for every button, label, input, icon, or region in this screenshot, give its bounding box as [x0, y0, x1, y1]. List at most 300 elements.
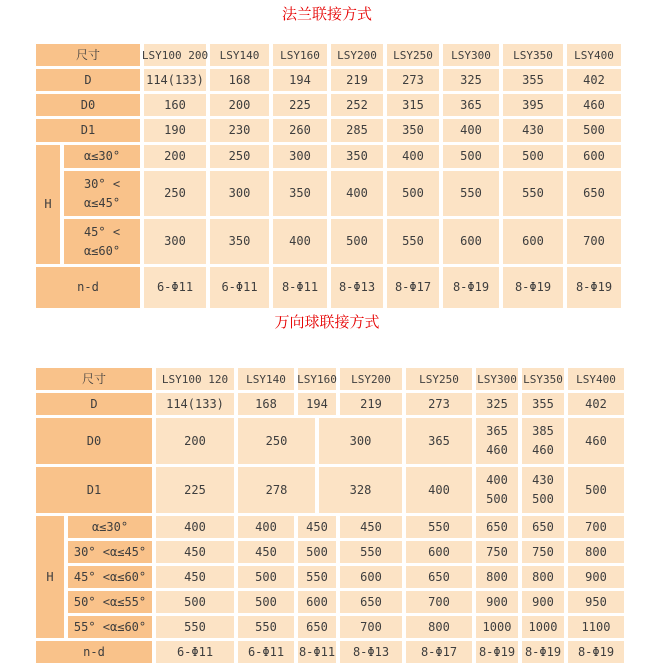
value-cell	[210, 145, 269, 168]
value-cell	[503, 119, 563, 142]
value-cell	[503, 94, 563, 116]
value-cell	[319, 467, 402, 513]
cell-text: 800	[486, 569, 508, 584]
value-cell	[298, 516, 336, 538]
cell-text: 600	[306, 594, 328, 609]
cell-text: 650	[360, 594, 382, 609]
value-cell	[331, 171, 383, 216]
cell-text: 1000	[528, 619, 558, 634]
value-cell	[238, 641, 294, 663]
value-cell	[406, 516, 472, 538]
column-header-cell	[476, 368, 518, 390]
value-cell	[331, 119, 383, 142]
value-cell	[387, 267, 439, 308]
value-cell	[522, 566, 564, 588]
cell-text: 800	[428, 619, 450, 634]
cell-text: 750	[532, 544, 554, 559]
label-cell	[68, 516, 152, 538]
table-row	[36, 467, 624, 513]
value-cell	[273, 69, 327, 91]
value-cell	[522, 467, 564, 513]
cell-text: 325	[460, 72, 482, 87]
cell-text: 160	[164, 97, 186, 112]
value-cell	[406, 641, 472, 663]
value-cell	[331, 69, 383, 91]
cell-text: 500	[255, 594, 277, 609]
cell-text: LSY140	[246, 372, 286, 386]
cell-text: 6-Φ11	[176, 644, 214, 659]
cell-text: 365	[460, 97, 482, 112]
cell-text: LSY250	[393, 48, 433, 62]
cell-text: 550	[360, 544, 382, 559]
value-cell	[210, 219, 269, 264]
cell-text: 8-Φ13	[338, 280, 376, 294]
column-header-cell	[340, 368, 402, 390]
value-cell	[144, 69, 206, 91]
value-cell	[156, 641, 234, 663]
cell-text: 385	[532, 424, 554, 438]
cell-text: LSY160	[297, 372, 337, 386]
cell-text: 950	[585, 594, 607, 609]
cell-text: 6-Φ11	[156, 280, 194, 294]
cell-text: 250	[228, 149, 251, 163]
table-row	[36, 418, 624, 464]
value-cell	[210, 171, 269, 216]
cell-text: 800	[585, 544, 607, 559]
cell-text: 8-Φ11	[281, 280, 319, 294]
value-cell	[476, 616, 518, 638]
cell-text: 550	[522, 186, 544, 200]
cell-text: 225	[289, 97, 311, 112]
value-cell	[238, 616, 294, 638]
column-header-cell	[406, 368, 472, 390]
cell-text: LSY100 120	[161, 372, 229, 386]
cell-text: 600	[522, 234, 544, 248]
cell-text: 328	[349, 482, 372, 497]
cell-text: 350	[228, 234, 251, 248]
value-cell	[406, 616, 472, 638]
value-cell	[387, 145, 439, 168]
h-row-group	[36, 516, 624, 638]
cell-text: 114(133)	[146, 72, 204, 87]
cell-text: 650	[532, 519, 554, 534]
cell-text: D0	[80, 97, 96, 112]
column-header-cell	[522, 368, 564, 390]
value-cell	[387, 119, 439, 142]
cell-text: 8-Φ11	[298, 644, 336, 659]
value-cell	[238, 467, 315, 513]
value-cell	[522, 641, 564, 663]
cell-text: 260	[289, 123, 311, 137]
cell-text: 325	[486, 396, 508, 411]
cell-text: 460	[486, 443, 508, 457]
value-cell	[476, 516, 518, 538]
cell-text: 400	[460, 123, 482, 137]
cell-text: 450	[306, 519, 328, 534]
table-row	[36, 267, 621, 308]
cell-text: 500	[522, 149, 544, 163]
value-cell	[144, 267, 206, 308]
value-cell	[340, 393, 402, 415]
value-cell	[298, 393, 336, 415]
h-row-group	[36, 145, 621, 264]
value-cell	[298, 616, 336, 638]
cell-text: 430	[532, 473, 554, 487]
cell-text: LSY140	[219, 48, 260, 62]
cell-text: 278	[265, 482, 288, 497]
cell-text: 400	[289, 234, 311, 248]
cell-text: 8-Φ13	[352, 644, 390, 659]
cell-text: 168	[255, 396, 277, 411]
column-header-cell	[387, 44, 439, 66]
value-cell	[567, 94, 621, 116]
column-header-cell	[273, 44, 327, 66]
cell-text: 550	[460, 186, 482, 200]
value-cell	[387, 94, 439, 116]
value-cell	[503, 171, 563, 216]
value-cell	[238, 566, 294, 588]
value-cell	[156, 467, 234, 513]
value-cell	[476, 467, 518, 513]
value-cell	[331, 145, 383, 168]
table-row	[36, 119, 621, 142]
cell-text: 700	[585, 519, 607, 534]
cell-text: 450	[255, 544, 277, 559]
value-cell	[298, 591, 336, 613]
cell-text: 550	[306, 569, 328, 584]
label-cell	[36, 267, 140, 308]
value-cell	[522, 393, 564, 415]
cell-text: LSY400	[576, 372, 616, 386]
value-cell	[443, 145, 499, 168]
universal-ball-connection-title: 万向球联接方式	[274, 313, 380, 331]
value-cell	[238, 541, 294, 563]
flange-connection-title: 法兰联接方式	[281, 5, 372, 23]
universal-ball-connection-table	[36, 368, 624, 663]
cell-text: 400	[184, 519, 206, 534]
label-cell	[36, 641, 152, 663]
cell-text: 6-Φ11	[221, 280, 258, 294]
cell-text: 460	[585, 433, 607, 448]
cell-text: H	[46, 569, 54, 584]
cell-text: 300	[289, 149, 311, 163]
value-cell	[210, 94, 269, 116]
cell-text: 194	[289, 72, 311, 87]
cell-text: 550	[428, 519, 450, 534]
value-cell	[406, 418, 472, 464]
value-cell	[567, 69, 621, 91]
value-cell	[156, 616, 234, 638]
cell-text: 550	[184, 619, 206, 634]
cell-text: 500	[486, 492, 508, 506]
cell-text: 600	[428, 544, 450, 559]
label-cell	[64, 219, 140, 264]
value-cell	[503, 145, 563, 168]
cell-text: n-d	[83, 644, 105, 659]
value-cell	[503, 267, 563, 308]
value-cell	[273, 119, 327, 142]
value-cell	[340, 616, 402, 638]
label-cell	[36, 145, 60, 264]
cell-text: 500	[306, 544, 328, 559]
value-cell	[156, 566, 234, 588]
cell-text: 350	[346, 149, 368, 163]
cell-text: 219	[360, 396, 382, 411]
cell-text: 1000	[482, 619, 512, 634]
label-cell	[68, 541, 152, 563]
cell-text: 114(133)	[166, 396, 224, 411]
value-cell	[522, 591, 564, 613]
value-cell	[568, 393, 624, 415]
value-cell	[476, 418, 518, 464]
cell-text: 365	[428, 433, 450, 448]
table-row	[64, 219, 621, 264]
cell-text: 450	[184, 569, 206, 584]
cell-text: 500	[460, 149, 482, 163]
cell-text: 500	[346, 234, 368, 248]
value-cell	[522, 541, 564, 563]
column-header-cell	[443, 44, 499, 66]
cell-text: 550	[255, 619, 277, 634]
value-cell	[156, 591, 234, 613]
h-sub-rows	[64, 145, 621, 264]
table-row	[68, 516, 624, 538]
cell-text: 400	[402, 149, 424, 163]
cell-text: 8-Φ17	[420, 644, 458, 659]
cell-text: α≤30°	[91, 519, 129, 534]
cell-text: α≤30°	[83, 149, 121, 163]
cell-text: 200	[228, 97, 251, 112]
cell-text: 30° <	[83, 176, 121, 191]
column-header-cell	[210, 44, 269, 66]
value-cell	[476, 393, 518, 415]
value-cell	[443, 267, 499, 308]
value-cell	[387, 69, 439, 91]
cell-text: 500	[532, 492, 554, 506]
cell-text: 30° <α≤45°	[73, 544, 147, 559]
cell-text: 395	[522, 97, 544, 112]
cell-text: 350	[402, 123, 424, 137]
value-cell	[156, 516, 234, 538]
value-cell	[568, 516, 624, 538]
page	[0, 4, 654, 666]
value-cell	[210, 69, 269, 91]
value-cell	[273, 145, 327, 168]
cell-text: 285	[346, 123, 368, 137]
value-cell	[476, 591, 518, 613]
cell-text: 55° <α≤60°	[73, 619, 147, 634]
cell-text: 600	[460, 234, 482, 248]
table-row	[36, 393, 624, 415]
value-cell	[340, 641, 402, 663]
value-cell	[340, 566, 402, 588]
label-cell	[64, 171, 140, 216]
label-cell	[68, 616, 152, 638]
cell-text: LSY250	[419, 372, 459, 386]
value-cell	[503, 69, 563, 91]
value-cell	[331, 267, 383, 308]
column-header-cell	[298, 368, 336, 390]
value-cell	[568, 467, 624, 513]
label-cell	[36, 94, 140, 116]
cell-text: 8-Φ19	[577, 644, 615, 659]
value-cell	[522, 616, 564, 638]
cell-text: 300	[349, 433, 372, 448]
column-header-cell	[568, 368, 624, 390]
cell-text: 500	[255, 569, 277, 584]
value-cell	[443, 94, 499, 116]
cell-text: D0	[86, 433, 102, 448]
cell-text: 900	[532, 594, 554, 609]
label-cell	[68, 566, 152, 588]
cell-text: LSY160	[280, 48, 320, 62]
value-cell	[238, 418, 315, 464]
value-cell	[387, 171, 439, 216]
table-row	[68, 541, 624, 563]
cell-text: 315	[402, 97, 424, 112]
label-cell	[36, 44, 140, 66]
cell-text: 1100	[581, 619, 611, 634]
table-row	[36, 368, 624, 390]
cell-text: 8-Φ19	[514, 280, 552, 294]
cell-text: 273	[428, 396, 450, 411]
column-header-cell	[238, 368, 294, 390]
cell-text: 650	[306, 619, 328, 634]
cell-text: 460	[532, 443, 554, 457]
label-cell	[36, 368, 152, 390]
cell-text: n-d	[77, 280, 99, 294]
value-cell	[476, 566, 518, 588]
cell-text: α≤45°	[83, 195, 121, 210]
table-row	[68, 566, 624, 588]
value-cell	[503, 219, 563, 264]
cell-text: 800	[532, 569, 554, 584]
cell-text: 8-Φ17	[394, 280, 432, 294]
cell-text: 400	[486, 473, 508, 487]
value-cell	[319, 418, 402, 464]
value-cell	[156, 393, 234, 415]
cell-text: 8-Φ19	[575, 280, 613, 294]
cell-text: 45° <α≤60°	[73, 569, 147, 584]
cell-text: 6-Φ11	[247, 644, 285, 659]
table-row	[36, 69, 621, 91]
label-cell	[36, 467, 152, 513]
table-row	[36, 44, 621, 66]
value-cell	[443, 119, 499, 142]
cell-text: 8-Φ19	[452, 280, 490, 294]
cell-text: 400	[428, 482, 450, 497]
column-header-cell	[156, 368, 234, 390]
cell-text: 190	[164, 123, 186, 137]
value-cell	[144, 94, 206, 116]
label-cell	[36, 69, 140, 91]
value-cell	[567, 145, 621, 168]
label-cell	[36, 119, 140, 142]
cell-text: 650	[428, 569, 450, 584]
table-row	[64, 171, 621, 216]
value-cell	[476, 641, 518, 663]
value-cell	[210, 267, 269, 308]
cell-text: 430	[522, 123, 544, 137]
label-cell	[64, 145, 140, 168]
value-cell	[298, 641, 336, 663]
cell-text: 355	[532, 396, 554, 411]
cell-text: 252	[346, 97, 368, 112]
value-cell	[331, 94, 383, 116]
cell-text: 402	[585, 396, 607, 411]
cell-text: 402	[583, 72, 605, 87]
value-cell	[443, 219, 499, 264]
value-cell	[340, 591, 402, 613]
cell-text: 600	[583, 149, 605, 163]
value-cell	[331, 219, 383, 264]
value-cell	[568, 616, 624, 638]
cell-text: 700	[583, 234, 605, 248]
cell-text: 400	[255, 519, 277, 534]
cell-text: 45° <	[83, 224, 121, 239]
cell-text: 450	[184, 544, 206, 559]
cell-text: 250	[164, 186, 186, 200]
value-cell	[387, 219, 439, 264]
cell-text: H	[44, 197, 52, 211]
cell-text: 168	[228, 72, 251, 87]
cell-text: 50° <α≤55°	[73, 594, 147, 609]
cell-text: D	[90, 396, 98, 411]
value-cell	[144, 119, 206, 142]
value-cell	[443, 69, 499, 91]
column-header-cell	[331, 44, 383, 66]
table-row	[68, 616, 624, 638]
cell-text: 8-Φ19	[478, 644, 516, 659]
cell-text: 650	[583, 186, 605, 200]
cell-text: LSY200	[337, 48, 377, 62]
value-cell	[476, 541, 518, 563]
value-cell	[568, 418, 624, 464]
value-cell	[156, 418, 234, 464]
cell-text: D	[84, 72, 92, 87]
value-cell	[406, 467, 472, 513]
value-cell	[406, 591, 472, 613]
cell-text: LSY350	[523, 372, 563, 386]
value-cell	[144, 171, 206, 216]
value-cell	[210, 119, 269, 142]
label-cell	[36, 418, 152, 464]
value-cell	[406, 393, 472, 415]
value-cell	[144, 219, 206, 264]
value-cell	[298, 566, 336, 588]
cell-text: 750	[486, 544, 508, 559]
cell-text: 900	[585, 569, 607, 584]
value-cell	[273, 267, 327, 308]
cell-text: α≤60°	[83, 243, 121, 258]
value-cell	[567, 267, 621, 308]
cell-text: LSY350	[513, 48, 553, 62]
table-row	[36, 641, 624, 663]
cell-text: 460	[583, 97, 605, 112]
cell-text: LSY300	[477, 372, 517, 386]
cell-text: 900	[486, 594, 508, 609]
value-cell	[406, 566, 472, 588]
cell-text: 350	[289, 186, 311, 200]
cell-text: LSY200	[351, 372, 391, 386]
cell-text: 200	[184, 433, 206, 448]
value-cell	[568, 591, 624, 613]
cell-text: 500	[402, 186, 424, 200]
label-cell	[68, 591, 152, 613]
cell-text: 225	[184, 482, 206, 497]
value-cell	[567, 171, 621, 216]
value-cell	[406, 541, 472, 563]
